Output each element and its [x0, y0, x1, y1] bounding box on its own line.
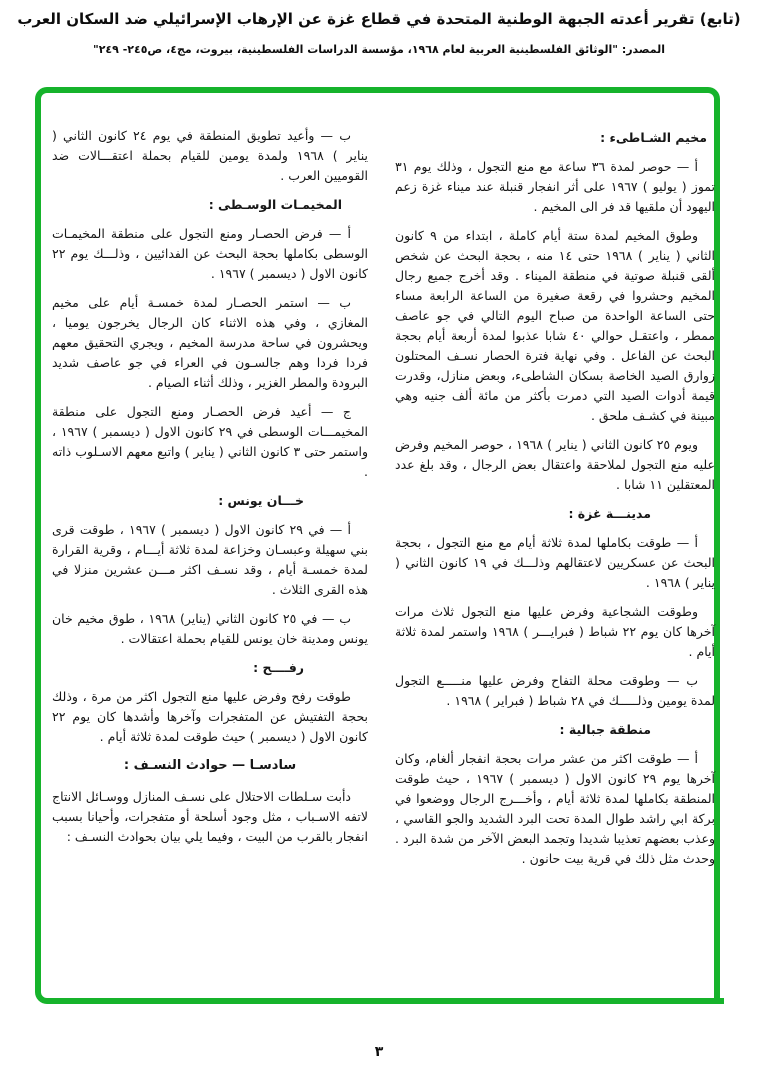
- paragraph: وطوقت الشجاعية وفرض عليها منع التجول ثلاث مرات آخرها كان يوم ٢٢ شباط ( فبرايـــر ) ١٩٦٨ واستمر لمدة ثلاثة أيام .: [395, 604, 715, 659]
- page-number: ٣: [374, 1044, 384, 1060]
- paragraph: أ — فرض الحصـار ومنع التجول على منطقة المخيمـات الوسطى بكاملها بحجة البحث عن الفدائيين ، وذلـــك يوم ٢٢ كانون الاول ( ديسمبر ) ١٩٦٧ .: [52, 226, 368, 281]
- paragraph: ج — أعيد فرض الحصـار ومنع التجول على منطقة المخيمـــات الوسطى في ٢٩ كانون الاول ( ديسمبر ) ١٩٦٧ ، واستمر حتى ٣ كانون الثاني ( يناير ) واتبع معهم الاسـلوب ذاته .: [52, 404, 368, 479]
- section-heading-central-camps: المخيمـات الوسـطى :: [208, 197, 342, 212]
- section-heading-gaza-city: مدينـــة غزة :: [568, 506, 651, 521]
- paragraph: أ — طوقت اكثر من عشر مرات بحجة انفجار ألغام، وكان آخرها يوم ٢٩ كانون الاول ( ديسمبر ) ١٩٦٧ ، حيث طوقت المنطقة بكاملها لمدة ثلاثة أيام ، وأخـــرج الرجال ووضعوا في بركة ابي راشد طوال المدة تحت البرد الشديد والجو القاسي ، وعذب بعضهم تعذيبا شديدا وتجمد البعض الآخر من شدة البرد . وحدث مثل ذلك في قرية بيت حانون .: [395, 751, 715, 866]
- section-heading-shati-camp: مخيم الشـاطىء :: [600, 130, 707, 145]
- section-heading-demolition-incidents: سادسـا — حوادث النسـف :: [123, 758, 297, 773]
- paragraph: ويوم ٢٥ كانون الثاني ( يناير ) ١٩٦٨ ، حوصر المخيم وفرض عليه منع التجول لملاحقة واعتقال بعض الرجال ، وقد بلغ عدد المعتقلين ١١ شابا .: [395, 437, 715, 492]
- section-heading-jabalia: منطقة جبالية :: [559, 722, 651, 737]
- paragraph: ب — استمر الحصـار لمدة خمسـة أيام على مخيم المغازي ، وفي هذه الاثناء كان الرجال يخرجون يوميا ، ويحشرون في ساحة مدرسة المخيم ، ويجري التحقيق معهم فردا فردا وهم جالسـون في العراء في جو عاصف شديد البرودة والمطر الغزير ، وذلك أثناء الصيام .: [52, 295, 368, 390]
- document-title: (تابع) تقرير أعدته الجبهة الوطنية المتحدة في قطاع غزة عن الإرهاب الإسرائيلي ضد السكان العرب: [17, 10, 741, 28]
- document-header: [0, 6, 758, 61]
- column-left: [52, 126, 368, 856]
- paragraph: أ — طوقت بكاملها لمدة ثلاثة أيام مع منع التجول ، بحجة البحث عن عسكريين لاعتقالهم وذلـــك في ١٩ كانون الثاني ( يناير ) ١٩٦٨ .: [395, 535, 716, 590]
- column-right: [395, 126, 715, 878]
- paragraph: دأبت سـلطات الاحتلال على نسـف المنازل ووسـائل الانتاج لاتفه الاسـباب ، مثل وجود أسلحة أو متفجرات، وأحيانا بسبب انفجار بالقرب من البيت ، وفيما يلي بيان بحوادث النسـف :: [52, 789, 368, 844]
- paragraph: أ — في ٢٩ كانون الاول ( ديسمبر ) ١٩٦٧ ، طوقت قرى بني سهيلة وعبسـان وخزاعة لمدة ثلاثة أيـــام ، وقرية القرارة لمدة خمسـة أيام ، وقد نسـف اكثر مـــن عشرين منزلا في هذه القرى الثلاث .: [52, 522, 368, 597]
- document-source-line: المصدر: "الوثائق الفلسطينية العربية لعام ١٩٦٨، مؤسسة الدراسات الفلسطينية، بيروت، مج٤، ص٢٤٥- ٢٤٩": [92, 43, 666, 56]
- section-heading-rafah: رفــــح :: [253, 660, 304, 675]
- paragraph: ب — وأعيد تطويق المنطقة في يوم ٢٤ كانون الثاني ( يناير ) ١٩٦٨ ولمدة يومين للقيام بحملة اعتقـــالات ضد القوميين العرب .: [52, 128, 368, 183]
- paragraph: طوقت رفح وفرض عليها منع التجول اكثر من مرة ، وذلك بحجة التفتيش عن المتفجرات وآخرها وأشدها كان يوم ٢٢ كانون الاول ( ديسمبر ) حيث طوقت لمدة ثلاثة أيام .: [52, 689, 368, 744]
- paragraph: ب — وطوقت محلة التفاح وفرض عليها منـــــع التجول لمدة يومين وذلـــــك في ٢٨ شباط ( فبراير ) ١٩٦٨ .: [395, 673, 715, 708]
- paragraph: ب — في ٢٥ كانون الثاني (يناير) ١٩٦٨ ، طوق مخيم خان يونس ومدينة خان يونس للقيام بحملة اعتقالات .: [52, 611, 368, 646]
- highlight-border-stroke-overshoot: [704, 998, 724, 1004]
- paragraph: وطوق المخيم لمدة ستة أيام كاملة ، ابتداء من ٩ كانون الثاني ( يناير ) ١٩٦٨ حتى ١٤ منه ، بحجة البحث عن شخص ألقى قنبلة صوتية في منطقة الميناء . وقد أخرج جميع رجال المخيم وحشروا في رقعة صغيرة من الساعة الرابعة مساء حتى الساعة الواحدة من صباح اليوم التالي في جو عاصف ممطر ، واعتقـل حوالي ٤٠ شابا عذبوا لمدة أربعة أيام بحجة البحث عن الفاعل . وفي نهاية فترة الحصار نسـف المحتلون زوارق الصيد الخاصة بسكان الشاطىء، وبعض منازل، وقدرت قيمة أدوات الصيد التي دمرت بأكثر من مائة ألف جنيه وهي مبينة في كشـف ملحق .: [395, 228, 716, 423]
- section-heading-khan-younis: خـــان يونس :: [218, 493, 304, 508]
- paragraph: أ — حوصر لمدة ٣٦ ساعة مع منع التجول ، وذلك يوم ٣١ تموز ( يوليو ) ١٩٦٧ على أثر انفجار قنبلة عند ميناء غزة زعم اليهود أن ملقيها قد فر الى المخيم .: [395, 159, 715, 214]
